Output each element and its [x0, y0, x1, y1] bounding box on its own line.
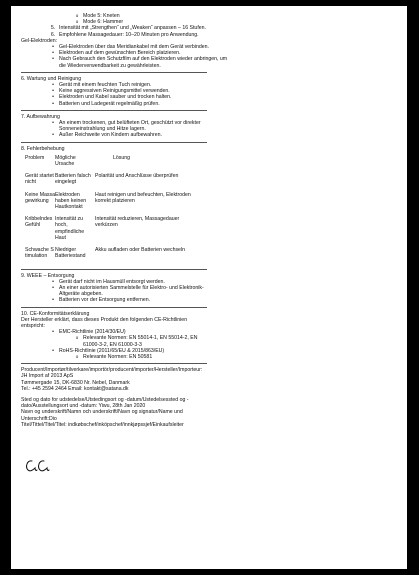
numbered-steps: [21, 25, 399, 37]
list-item: • Elektroden und Kabel sauber und trocken halten.: [21, 94, 399, 100]
circle-bullet-icon: o: [75, 353, 79, 359]
maintenance-section: [21, 76, 399, 107]
mode-list: [21, 13, 399, 25]
producer-line: Tømmergade 15, DK-6830 Nr. Nebel, Danmark: [21, 379, 130, 386]
weee-section: [21, 273, 399, 304]
section-heading: Gel-Elektroden:: [21, 37, 58, 44]
divider: [21, 269, 207, 270]
circle-bullet-icon: o: [75, 335, 79, 341]
column-header-solution: Lösung: [113, 154, 131, 161]
bullet-icon: •: [52, 132, 54, 139]
document-page: [11, 6, 407, 569]
list-item: • An einem trockenen, gut belüfteten Ort, geschützt vor direkter Sonneneinstrahlung und Hitze lagern.: [21, 120, 399, 132]
section-heading: 7. Aufbewahrung: [21, 113, 60, 120]
section-heading: 8. Fehlerbehebung: [21, 145, 65, 152]
list-item: • Elektroden auf dem gewünschten Bereich platzieren.: [21, 50, 399, 56]
section-heading: 10. CE-Konformitätserklärung: [21, 310, 90, 317]
list-item: • Gel-Elektroden über das Meridiankabel mit dem Gerät verbinden.: [21, 44, 399, 50]
column-header-cause: Mögliche Ursache: [55, 154, 76, 168]
bullet-icon: •: [52, 94, 54, 101]
table-row: Gerät startet nicht Batterien falsch eingelegt Polarität und Anschlüsse überprüfen: [25, 173, 179, 186]
divider: [21, 110, 207, 111]
producer-label: Producent/Importør/tilverkare/importör/producent/importer/Hersteller/Importeur:: [21, 367, 203, 374]
table-row: Kribbelndes Gefühl Intensität zu hoch, empfindliche Haut Intensität reduzieren, Massagedauer verkürzen: [25, 216, 180, 241]
bullet-icon: •: [52, 297, 54, 304]
place-date: Sted og dato for udstedelse/Utstedingsort og -datum/Ustedelsessted og -dato/Ausstellungsort und -datum: Yiwu, 28th Jan 2020: [21, 396, 189, 410]
list-item: 6. Empfohlene Massagedauer: 10–20 Minuten pro Anwendung.: [50, 31, 199, 38]
producer-line: JH Import af 2013 ApS: [21, 373, 74, 380]
divider: [21, 72, 207, 73]
list-item: • Gerät mit einem feuchten Tuch reinigen.: [21, 82, 399, 88]
bullet-icon: •: [52, 50, 54, 57]
title-line: Titel/Tittel/Titel/Titel: indkøbschef/inköpschef/innkjøpssjef/Einkaufsleiter: [21, 421, 184, 428]
bullet-icon: •: [52, 82, 54, 89]
list-item: • Gerät darf nicht im Hausmüll entsorgt werden.: [21, 279, 399, 285]
circle-bullet-icon: o: [75, 13, 79, 18]
section-heading: 6. Wartung und Reinigung: [21, 75, 82, 82]
column-header-problem: Problem: [25, 154, 45, 161]
storage-section: [21, 114, 399, 139]
ce-section: [21, 311, 399, 361]
list-item: • Batterien vor der Entsorgung entfernen.: [21, 297, 399, 303]
bullet-icon: •: [52, 284, 54, 291]
bullet-icon: •: [52, 100, 54, 107]
producer-line: Tel.: +45 2594 2464 Email: kontakt@satana.dk: [21, 385, 129, 392]
table-row: Schwache Stimulation Niedriger Batteriestand Akku aufladen oder Batterien wechseln: [25, 247, 185, 260]
divider: [21, 307, 207, 308]
issuance-block: [21, 397, 213, 428]
document-content: [21, 13, 399, 428]
list-item: • Keine aggressiven Reinigungsmittel verwenden.: [21, 88, 399, 94]
table-row: Keine Massagewirkung Elektroden haben keinen Hautkontakt Haut reinigen und befeuchten, Elektroden korrekt platzieren: [25, 191, 191, 211]
list-item: • Nach Gebrauch den Schutzfilm auf den Elektroden wieder anbringen, um die Wiederverwendbarkeit zu gewährleisten.: [21, 56, 399, 68]
handwritten-signature: [24, 458, 50, 474]
troubleshooting-section: [21, 146, 399, 266]
divider: [21, 142, 207, 143]
bullet-icon: •: [52, 56, 54, 63]
name-signature: Navn og underskrift/Namn och underskrift/Navn og signatur/Name und Unterschrift:Dio: [21, 409, 183, 422]
bullet-icon: •: [52, 120, 54, 127]
list-item: o Mode 5: Kneten: [21, 13, 399, 19]
list-item: o Relevante Normen: EN 55014-1, EN 55014-2, EN 61000-3-2, EN 61000-3-3: [21, 335, 399, 347]
bullet-icon: •: [52, 88, 54, 95]
list-item: o Relevante Normen: EN 50581: [21, 354, 399, 360]
ce-intro: Der Hersteller erklärt, dass dieses Produkt den folgenden CE-Richtlinien entspricht:: [21, 316, 188, 329]
bullet-icon: •: [52, 278, 54, 285]
bullet-icon: •: [52, 329, 54, 336]
divider: [21, 363, 207, 364]
list-item: • Batterien und Ladegerät regelmäßig prüfen.: [21, 101, 399, 107]
list-item: • An einer autorisierten Sammelstelle für Elektro- und Elektronik-Altgeräte abgeben.: [21, 285, 399, 297]
section-heading: 9. WEEE – Entsorgung: [21, 272, 75, 279]
gel-electrodes-section: [21, 38, 399, 69]
circle-bullet-icon: o: [75, 19, 79, 25]
troubleshooting-table: [21, 155, 203, 266]
list-item: o Mode 6: Hammer: [21, 19, 399, 25]
table-header-row: [21, 155, 203, 173]
producer-block: [21, 367, 211, 392]
list-item: • RoHS-Richtlinie (2011/65/EU & 2015/863/EU): [21, 348, 399, 354]
list-item: • Außer Reichweite von Kindern aufbewahren.: [21, 132, 399, 138]
bullet-icon: •: [52, 347, 54, 354]
list-item: • EMC-Richtlinie (2014/30/EU): [21, 329, 399, 335]
bullet-icon: •: [52, 44, 54, 51]
list-item: 5. Intensität mit „Strengthen“ und „Weaken“ anpassen – 16 Stufen.: [50, 25, 206, 32]
